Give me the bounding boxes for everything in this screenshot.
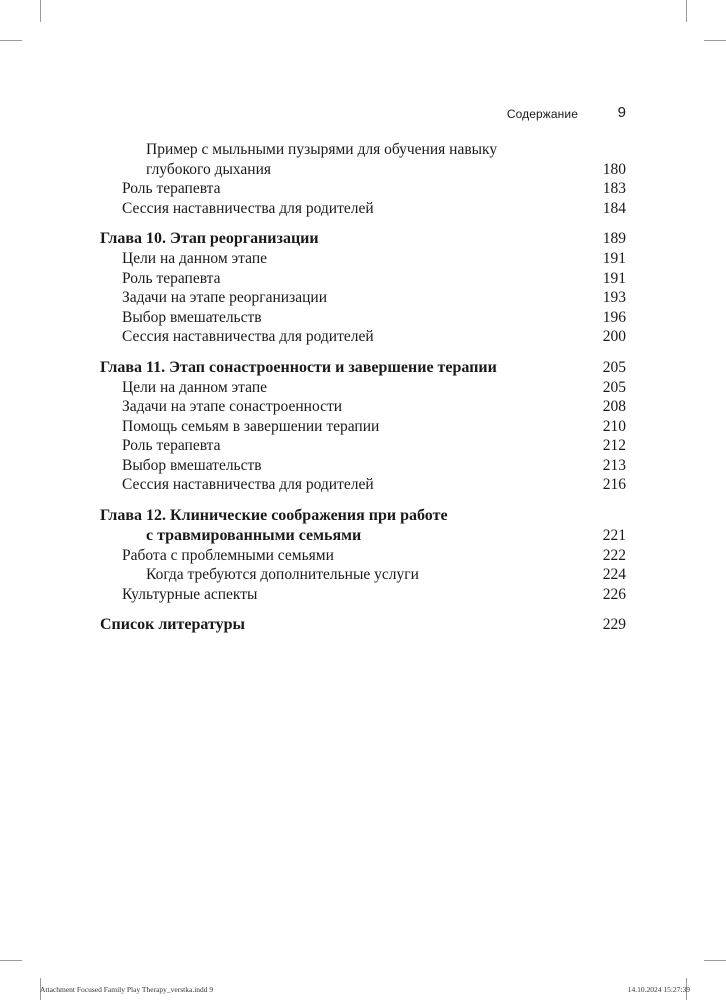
toc-entry[interactable]	[100, 140, 626, 179]
toc-entry[interactable]	[100, 378, 626, 398]
toc-entry[interactable]	[100, 327, 626, 347]
toc-entry-page: 226	[602, 585, 626, 603]
toc-chapter-page: 205	[602, 358, 626, 376]
toc-entry-page: 183	[602, 180, 626, 197]
toc-chapter[interactable]	[100, 229, 626, 249]
toc-chapter[interactable]	[100, 358, 626, 378]
running-head	[100, 105, 626, 125]
toc-entry-label: Культурные аспекты	[122, 585, 258, 603]
toc-entry[interactable]	[100, 288, 626, 308]
toc-chapter-label: Список литературы	[100, 616, 245, 633]
toc-entry-label: Сессия наставничества для родителей	[122, 328, 374, 345]
toc-entry-label: Выбор вмешательств	[122, 308, 262, 326]
slug-timestamp: 14.10.2024 15:27:39	[627, 985, 690, 994]
table-of-contents	[100, 140, 626, 635]
toc-entry[interactable]	[100, 475, 626, 495]
toc-entry-label: Роль терапевта	[122, 269, 221, 287]
toc-entry[interactable]	[100, 456, 626, 476]
page-number: 9	[617, 104, 626, 121]
toc-entry-page: 180	[602, 160, 626, 178]
toc-entry-page: 216	[602, 476, 626, 493]
toc-entry-page: 224	[602, 566, 626, 583]
toc-entry[interactable]	[100, 565, 626, 585]
toc-entry-page: 222	[602, 546, 626, 564]
toc-entry-label: Цели на данном этапе	[122, 250, 267, 267]
toc-entry-page: 210	[602, 417, 626, 435]
slug-filename: Attachment Focused Family Play Therapy_verstka.indd 9	[40, 985, 214, 994]
toc-entry-page: 213	[602, 456, 626, 474]
toc-chapter-page: 189	[602, 230, 626, 247]
toc-entry-label: Помощь семьям в завершении терапии	[122, 417, 380, 435]
toc-entry-label: Сессия наставничества для родителей	[122, 199, 374, 217]
toc-chapter[interactable]	[100, 615, 626, 635]
toc-chapter-page: 221	[602, 526, 626, 544]
toc-entry-label: Задачи на этапе реорганизации	[122, 289, 327, 306]
toc-entry[interactable]	[100, 249, 626, 269]
toc-entry-page: 191	[602, 269, 626, 287]
toc-entry-label: Задачи на этапе сонастроенности	[122, 398, 343, 415]
crop-mark	[40, 0, 41, 22]
toc-entry-label: Сессия наставничества для родителей	[122, 476, 374, 493]
crop-mark	[0, 40, 22, 41]
running-head-title: Содержание	[506, 107, 578, 121]
toc-entry-page: 205	[602, 378, 626, 396]
toc-entry[interactable]	[100, 308, 626, 328]
toc-entry[interactable]	[100, 585, 626, 605]
toc-entry-page: 193	[602, 289, 626, 306]
toc-entry-page: 191	[602, 250, 626, 267]
toc-chapter-label: Глава 11. Этап сонастроенности и завершение терапии	[100, 358, 497, 376]
toc-entry-label: Работа с проблемными семьями	[122, 546, 334, 564]
toc-entry[interactable]	[100, 436, 626, 456]
toc-entry[interactable]	[100, 546, 626, 566]
toc-entry-page: 200	[602, 328, 626, 345]
toc-chapter-label: Глава 10. Этап реорганизации	[100, 230, 319, 247]
toc-entry[interactable]	[100, 269, 626, 289]
toc-entry-page: 212	[602, 437, 626, 454]
toc-chapter-label: Глава 12. Клинические соображения при работе	[100, 506, 448, 524]
toc-chapter-page: 229	[602, 616, 626, 633]
toc-chapter[interactable]	[100, 506, 626, 546]
toc-entry-page: 184	[602, 199, 626, 217]
toc-entry-label: Роль терапевта	[122, 180, 221, 197]
crop-mark	[704, 40, 726, 41]
toc-chapter-label-continued: с травмированными семьями	[146, 526, 362, 544]
toc-entry[interactable]	[100, 179, 626, 199]
toc-entry-label-continued: глубокого дыхания	[146, 160, 272, 178]
crop-mark	[0, 960, 22, 961]
toc-entry-label: Пример с мыльными пузырями для обучения навыку	[146, 141, 498, 158]
toc-entry-label: Когда требуются дополнительные услуги	[146, 566, 419, 583]
toc-entry[interactable]	[100, 397, 626, 417]
crop-mark	[686, 0, 687, 22]
toc-entry-label: Роль терапевта	[122, 437, 221, 454]
toc-entry-label: Выбор вмешательств	[122, 456, 262, 474]
toc-entry-page: 208	[602, 398, 626, 415]
crop-mark	[704, 960, 726, 961]
toc-entry[interactable]	[100, 199, 626, 219]
toc-entry-label: Цели на данном этапе	[122, 378, 267, 396]
toc-entry[interactable]	[100, 417, 626, 437]
toc-entry-page: 196	[602, 308, 626, 326]
